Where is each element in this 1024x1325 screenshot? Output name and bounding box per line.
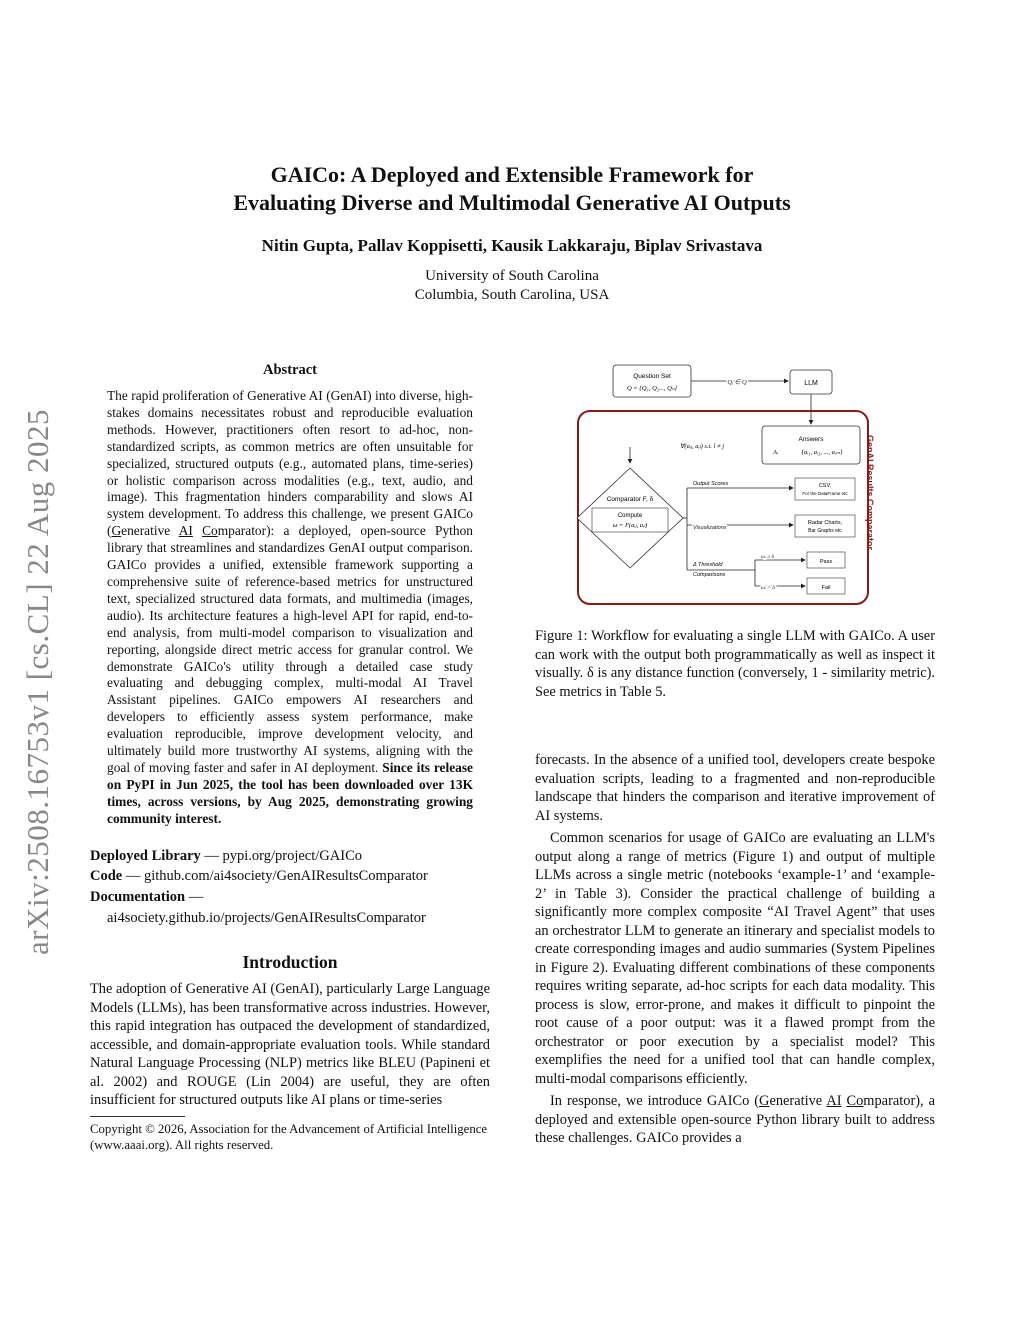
csv-line-1: CSV,	[818, 483, 832, 489]
llm-label: LLM	[804, 380, 818, 387]
left-column	[90, 362, 490, 1154]
response-text-b: enerative	[769, 1093, 827, 1109]
answers-box	[762, 426, 860, 464]
response-text-d: mparator), a deployed and extensible open-source Python library built to address these challenges. GAICo provides a	[535, 1093, 935, 1146]
radar-line-2: Bar Graphs etc	[808, 528, 842, 534]
right-column	[535, 360, 935, 1148]
abstract-underline-ai: AI	[178, 523, 193, 539]
visualizations-label: Visualizations	[693, 525, 727, 531]
answers-label: Answers	[798, 436, 824, 443]
footnote-rule	[90, 1116, 185, 1117]
code-dash: —	[122, 868, 144, 885]
figure-1-caption: Figure 1: Workflow for evaluating a single LLM with GAICo. A user can work with the output both programmatically as well as inspect it visually. δ is any distance function (conversely, 1 - similarity metric). See metrics in Table 5.	[535, 628, 935, 700]
introduction-text: The adoption of Generative AI (GenAI), particularly Large Language Models (LLMs), has been transformative across industries. However, this rapid integration has outpaced the development of standardized, accessible, and domain-appropriate evaluation tools. While standard Natural Language Processing (NLP) metrics like BLEU (Papineni et al. 2002) and ROUGE (Lin 2004) are useful, they are often insufficient for structured outputs like AI plans or time-series	[90, 981, 490, 1109]
radar-line-1: Radar Charts,	[807, 520, 843, 526]
arxiv-stamp: arXiv:2508.16753v1 [cs.CL] 22 Aug 2025	[20, 409, 55, 955]
fail-label: Fail	[821, 585, 831, 591]
library-link[interactable]: pypi.org/project/GAICo	[222, 847, 362, 864]
docs-dash: —	[185, 888, 204, 905]
fail-condition: ωᵢ > δ	[761, 585, 775, 591]
abstract-text-2: mparator): a deployed, open-source Python library that streamlines and standardizes GenAI output comparison. GAICo provides a unified, extensible framework supporting a comprehensive suite of reference-based metrics for unstructured text, specialized structured data formats, and multimedia (images, audio). Its architecture features a high-level API for rapid, end-to-end analysis, from multi-model comparison to visualization and reporting, alongside direct metric access for granular control. We demonstrate GAICo's utility through a detailed case study evaluating and debugging complex, multi-modal AI Travel Assistant pipelines. GAICo empowers AI researchers and developers to efficiently assess system performance, make evaluation reproducible, improve development velocity, and ultimately build more trustworthy AI systems, aligning with the goal of moving faster and safer in AI deployment.	[107, 523, 473, 775]
library-label: Deployed Library	[90, 847, 201, 864]
docs-link-row	[90, 887, 490, 908]
affiliation	[112, 267, 912, 305]
affiliation-line-1: University of South Carolina	[425, 268, 599, 284]
answers-formula-a: Aᵢ	[773, 449, 778, 456]
introduction-heading: Introduction	[242, 952, 338, 973]
threshold-label: Δ Threshold	[693, 562, 723, 568]
comparisons-label: Comparisons	[693, 572, 726, 578]
docs-link[interactable]: ai4society.github.io/projects/GenAIResultsComparator	[107, 909, 426, 926]
abstract-underline-co: Co	[202, 523, 218, 539]
authors: Nitin Gupta, Pallav Koppisetti, Kausik Lakkaraju, Biplav Srivastava	[261, 236, 763, 255]
abstract-mid-2	[193, 523, 202, 538]
answers-formula-b: {aᵢ₁, aᵢ₂, ..., aᵢₘ}	[801, 449, 843, 456]
title-line-2: Evaluating Diverse and Multimodal Generative AI Outputs	[233, 190, 791, 215]
pass-condition: ωᵢ ≤ δ	[761, 554, 775, 560]
comparator-label: Comparator F, δ	[606, 496, 654, 503]
response-underline-co: Co	[846, 1093, 864, 1109]
question-set-box	[613, 365, 691, 397]
response-underline-g: G	[759, 1093, 770, 1109]
compute-label: Compute	[617, 513, 643, 519]
intro-continuation: forecasts. In the absence of a unified tool, developers create bespoke evaluation scripts, leading to a fragmented and non-reproducible landscape that hinders the comparison and iterative improvement of AI systems.	[535, 752, 935, 824]
docs-label: Documentation	[90, 888, 186, 905]
pass-label: Pass	[819, 559, 833, 565]
workflow-diagram	[575, 360, 875, 610]
abstract-heading: Abstract	[263, 362, 317, 378]
figure-1	[535, 360, 935, 610]
library-dash: —	[200, 847, 223, 864]
response-paragraph	[535, 1092, 935, 1148]
csv-line-2: For the DataFrame etc	[802, 491, 848, 496]
abstract-text-1: The rapid proliferation of Generative AI (GenAI) into diverse, high-stakes domains necessitates robust and reproducible evaluation methods. However, practitioners often resort to ad-hoc, non-standardized scripts, as common metrics are often unsuitable for specialized, structured outputs (e.g., automated plans, time-series) or holistic comparison across modalities (e.g., text, audio, and image). This fragmentation hinders comparability and slows AI system development. To address this challenge, we present GAICo (	[107, 388, 473, 539]
library-link-row	[90, 846, 490, 867]
affiliation-line-2: Columbia, South Carolina, USA	[414, 287, 610, 303]
code-link-row	[90, 866, 490, 887]
abstract-underline-g: G	[111, 523, 122, 539]
abstract-bold-text: Since its release on PyPI in Jun 2025, the tool has been downloaded over 13K times, across versions, by Aug 2025, demonstrating growing community interest.	[107, 759, 474, 826]
side-label: GenAI Results Comparator	[865, 435, 875, 551]
resource-links	[90, 846, 490, 929]
title-line-1: GAICo: A Deployed and Extensible Framework for	[270, 162, 754, 187]
code-link[interactable]: github.com/ai4society/GenAIResultsComparator	[143, 868, 428, 885]
compute-formula: ω = F(aᵢⱼ, aᵢₗ)	[612, 522, 648, 529]
code-label: Code	[90, 868, 123, 885]
arrow-label: Qᵢ ∈ Q	[727, 379, 747, 386]
response-underline-ai: AI	[826, 1093, 842, 1109]
response-text-a: In response, we introduce GAICo (	[550, 1093, 760, 1109]
question-set-label: Question Set	[633, 373, 671, 380]
abstract-body	[107, 388, 473, 828]
question-set-formula: Q = {Q₁, Q₂..., Qₙ}	[626, 385, 678, 392]
csv-box	[795, 478, 855, 500]
output-scores-label: Output Scores	[693, 481, 729, 487]
pair-formula: ∀(aᵢⱼ, aᵢₗ) s.t. l ≠ j	[679, 443, 725, 450]
paper-title	[112, 161, 912, 217]
right-body-text	[535, 751, 935, 1148]
scenarios-paragraph: Common scenarios for usage of GAICo are evaluating an LLM's output along a range of metrics (Figure 1) and output of multiple LLMs across a single metric (notebooks ‘example-1’ and ‘example-2’ in Table 3). Consider the practical challenge of building a significantly more complex composite “AI Travel Agent” that uses an orchestrator LLM to generate an itinerary and specialist models to create corresponding images and audio summaries (System Pipelines in Figure 2). Evaluating different combinations of these components requires writing separate, ad-hoc scripts for each data modality. This process is slow, error-prone, and makes it difficult to pinpoint the root cause of a poor output: was it a flawed prompt from the orchestrator or poor execution by a specialist model? This exemplifies the need for a unified tool that can handle complex, multi-modal comparisons efficiently.	[535, 830, 935, 1087]
copyright-footnote: Copyright © 2026, Association for the Advancement of Artificial Intelligence (www.aaai.org). All rights reserved.	[90, 1121, 488, 1153]
abstract-mid-1: enerative	[121, 523, 179, 539]
